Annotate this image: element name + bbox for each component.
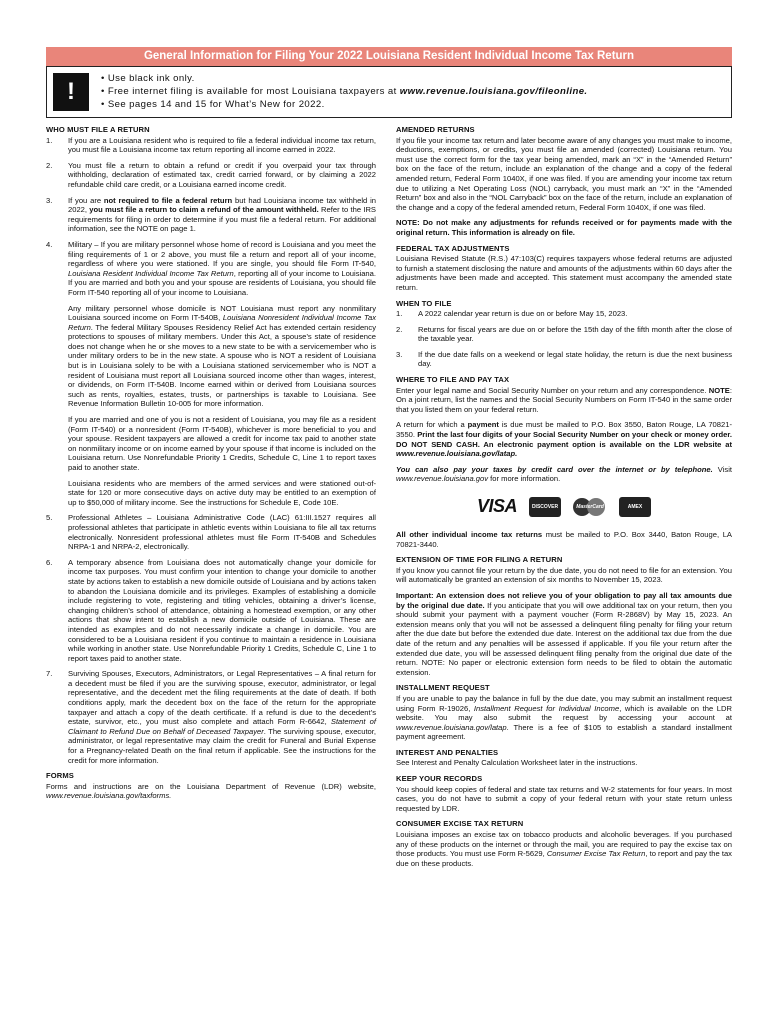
notice-list [101,72,588,111]
interest-heading: INTEREST AND PENALTIES [396,747,499,757]
important-paragraph: Important: An extension does not relieve you of your obligation to pay all tax amounts due by the original due date. If you anticipate that you will owe additional tax on your return, then you should submit your payment with a payment voucher (Form R-2868V) by May 15, 2023. An extension means only that you will not be assessed a delinquent filing penalty for filing your return after the due date but before the extended due date. Interest on the additional tax due from the due date of the return and any penalties will be assessed if applicable. If you file your return after the extended due date, you will be assessed delinquent filing penalty from the original due date of the return. NOTE: No paper or electronic extension form needs to be filed to obtain the automatic extension. [396,590,732,677]
card-logos [396,490,732,524]
where-paragraph: Enter your legal name and Social Security Number on your return and any correspondence. NOTE: On a joint return, list the names and the Social Security Numbers on Form IT-540 in the same order that you listed them on your federal return. [396,385,732,414]
fileonline-link[interactable]: www.revenue.louisiana.gov/fileonline. [399,86,588,97]
where-to-file-heading: WHERE TO FILE AND PAY TAX [396,375,510,385]
federal-adjustments-paragraph: Louisiana Revised Statute (R.S.) 47:103(C) requires taxpayers whose federal returns are adjusted to furnish a statement disclosing the nature and amounts of the adjustments within 60 days after the adjustments have been made and accepted. This statement must accompany the amended state return. [396,254,732,292]
forms-paragraph: Forms and instructions are on the Louisiana Department of Revenue (LDR) website, www.revenue.louisiana.gov/taxforms. [46,781,376,801]
forms-heading: FORMS [46,771,74,781]
excise-paragraph: Louisiana imposes an excise tax on tobacco products and alcoholic beverages. If you purchased any of these products on the internet or through the mail, you are required to pay the excise tax on those products. You must use Form R-5629, Consumer Excise Tax Return, to report and pay the tax due on these products. [396,830,732,868]
list-item: 6. A temporary absence from Louisiana does not automatically change your domicile for income tax purposes. You must confirm your intention to change your domicile to another state by actions taken to establish a new domicile outside of Louisiana and by actions taken to abandon the Louisiana domicile and its privileges. Examples of establishing a domicile include registering to vote, registering and titling vehicles, obtaining a driver’s license, changing children’s school of attendance, obtaining a homestead exemption, or any other actions that show intent to establish a new domicile outside of Louisiana. These are intended as examples and do not necessarily indicate a change in domicile. You are considered to be a Louisiana resident if you continue to maintain a residence in Louisiana while working in another state. Use Nonrefundable Priority 1 Credits, Schedule C, Line 1 to report taxes paid to another state. [46,557,376,663]
interest-paragraph: See Interest and Penalty Calculation Worksheet later in the instructions. [396,758,638,768]
records-paragraph: You should keep copies of federal and state tax returns and W-2 statements for four years. In most cases, you do not have to submit a copy of your federal return with your state return unless requested by LDR. [396,784,732,813]
amended-paragraph: If you file your income tax return and later become aware of any changes you must make to income, deductions, exemptions, or credits, you must file an amended (corrected) Louisiana return. You must use the correct form for the tax year being amended, mark an “X” in the “Amended Return” box on the face of the return, include an explanation of the change and a copy of the federal amended return, Federal Form 1040X, if one was filed. If you are amending your income tax return due to utilizing a Net Operating Loss (NOL) carryback, you must mark an “X” in the “Amended Return” box and also in the “NOL Carryback” box on the face of the return, include an explanation of the change and a copy of the federal amended return, Federal Form 1040X, if one was filed. [396,135,732,212]
latap-link[interactable]: www.revenue.louisiana.gov/latap. [396,449,518,459]
military-paragraph: Any military personnel whose domicile is NOT Louisiana must report any nonmilitary Louisiana sourced income on Form IT-540B, Louisiana Nonresident Individual Income Tax Return. The federal Military Spouses Residency Relief Act has extended certain residency protections to spouses of military members. Under this Act, a spouse’s state of residence does not change when he or she moves to a new state to be with a servicemember who is under military orders to be in the new state. A spouse who is NOT a resident of Louisiana but is in Louisiana solely to be with a Louisiana stationed servicemember who is NOT a resident of Louisiana must report all Louisiana sourced income other than wages, interest, or dividends, on Form IT-540B. Income earned within or derived from Louisiana sources such as rents, royalties, estates, trusts, or partnerships is taxable to Louisiana. See Revenue Information Bulletin 10-005 for more information. [68,303,376,409]
list-item: 2. Returns for fiscal years are due on or before the 15th day of the fifth month after the close of the taxable year. [396,324,732,344]
military-paragraph: Louisiana residents who are members of the armed services and were stationed out-of-state for 120 or more consecutive days on active duty may be entitled to an exemption of up to $50,000 of military income. See the instructions for Schedule E, Code 10E. [68,478,376,507]
visa-logo: VISA [476,496,517,517]
notice-item: • Use black ink only. [101,73,195,84]
payment-paragraph: A return for which a payment is due must be mailed to P.O. Box 3550, Baton Rouge, LA 70821-3550. Print the last four digits of your Social Security Number on your check or money order. DO NOT SEND CASH. An electronic payment option is available on the LDR website at www.revenue.louisiana.gov/latap. [396,420,732,459]
list-item: 5. Professional Athletes – Louisiana Administrative Code (LAC) 61:III.1527 requires all professional athletes that participate in athletic events within Louisiana to file all tax returns electronically. Nonresident professional athletes must file Form IT-540B and Schedules NRPA-1 and NRPA-2, electronically. [46,513,376,552]
extension-heading: EXTENSION OF TIME FOR FILING A RETURN [396,555,563,565]
latap-link[interactable]: www.revenue.louisiana.gov/latap [396,722,507,732]
taxforms-link[interactable]: www.revenue.louisiana.gov/taxforms. [46,791,172,801]
right-column [396,125,732,874]
notice-item: • See pages 14 and 15 for What’s New for 2022. [101,99,325,110]
list-item: 1. If you are a Louisiana resident who is required to file a federal individual income tax return, you must file a Louisiana income tax return reporting all income earned in 2022. [46,135,376,155]
left-column [46,125,376,807]
federal-adjustments-heading: FEDERAL TAX ADJUSTMENTS [396,243,510,253]
military-paragraph: If you are married and one of you is not a resident of Louisiana, you may file as a resident (Form IT-540) or a nonresident (Form IT-540B), whichever is more beneficial to you and your spouse. Resident taxpayers are allowed a credit for income tax paid to another state on nonmilitary income or on income earned by your spouse if that income is included on the Louisiana return. Use Nonrefundable Priority 1 Credits, Schedule C, Line 1 to report taxes paid to another state. [68,415,376,472]
notice-item: • Free internet filing is available for most Louisiana taxpayers at www.revenue.louisiana.gov/fileonline. [101,86,588,97]
mastercard-logo: MasterCard [573,497,607,517]
excise-heading: CONSUMER EXCISE TAX RETURN [396,819,524,829]
list-item: 3. If the due date falls on a weekend or legal state holiday, the return is due the next business day. [396,349,732,369]
list-item: 1. A 2022 calendar year return is due on or before May 15, 2023. [396,309,628,319]
amex-logo: AMEX [619,497,651,517]
who-must-file-heading: WHO MUST FILE A RETURN [46,125,150,134]
other-returns-paragraph: All other individual income tax returns must be mailed to P.O. Box 3440, Baton Rouge, LA 70821-3440. [396,530,732,549]
list-item: 7. Surviving Spouses, Executors, Administrators, or Legal Representatives – A final return for a decedent must be filed if you are the surviving spouse, executor, administrator, or legal representative, and the decedent met the filing requirements at the date of death. If both conditions apply, mark the decedent box on the face of the return for the appropriate taxpayer and attach a copy of the death certificate. If a refund is due to the decedent’s estate, survivor, etc., you must also complete and attach Form R-6642, Statement of Claimant to Refund Due on Behalf of Deceased Taxpayer. The surviving spouse, executor, administrator, or legal representative may claim the credit for Funeral and Burial Expense for a Pregnancy-related Death on the final return if applicable. See the instructions for the credit for more information. [46,669,376,765]
exclamation-icon: ! [53,73,89,111]
when-to-file-heading: WHEN TO FILE [396,298,452,308]
extension-paragraph: If you know you cannot file your return by the due date, you do not need to file for an extension. You will automatically be granted an extension of six months to November 15, 2023. [396,565,732,585]
list-item: 3. If you are not required to file a federal return but had Louisiana income tax withheld in 2022, you must file a return to claim a refund of the amount withheld. Refer to the IRS requirements for filing in order to determine if you must file a federal return. For additional information, see the NOTE on page 1. [46,195,376,234]
amended-returns-heading: AMENDED RETURNS [396,125,475,134]
discover-logo: DISCOVER [529,497,561,517]
page-title: General Information for Filing Your 2022 Louisiana Resident Individual Income Tax Return [46,47,732,66]
amended-note: NOTE: Do not make any adjustments for refunds received or for payments made with the original return. This information is already on file. [396,218,732,237]
installment-heading: INSTALLMENT REQUEST [396,683,490,693]
installment-paragraph: If you are unable to pay the balance in full by the due date, you may submit an installment request using Form R-19026, Installment Request for Individual Income, which is available on the LDR website. You may also submit the request by accessing your account at www.revenue.louisiana.gov/latap. There is a fee of $105 to establish a standard installment payment agreement. [396,693,732,742]
list-item: 2. You must file a return to obtain a refund or credit if you overpaid your tax through withholding, declaration of estimated tax, credit carried forward, or by claiming a 2022 refundable child care credit, or a Louisiana earned income credit. [46,160,376,189]
revenue-link[interactable]: www.revenue.louisiana.gov [396,474,489,484]
credit-card-paragraph: You can also pay your taxes by credit card over the internet or by telephone. Visit www.revenue.louisiana.gov for more information. [396,464,732,484]
notice-box [46,66,732,118]
list-item: 4. Military – If you are military personnel whose home of record is Louisiana and you meet the filing requirements of 1 or 2 above, you must file a return and report all of your income, regardless of where you were stationed. If you are single, you should file Form IT-540, Louisiana Resident Individual Income Tax Return, reporting all of your income to Louisiana. If you are married and both you and your spouse are residents of Louisiana, you should file Form IT-540 reporting all of your income to Louisiana. [46,239,376,297]
records-heading: KEEP YOUR RECORDS [396,774,483,784]
